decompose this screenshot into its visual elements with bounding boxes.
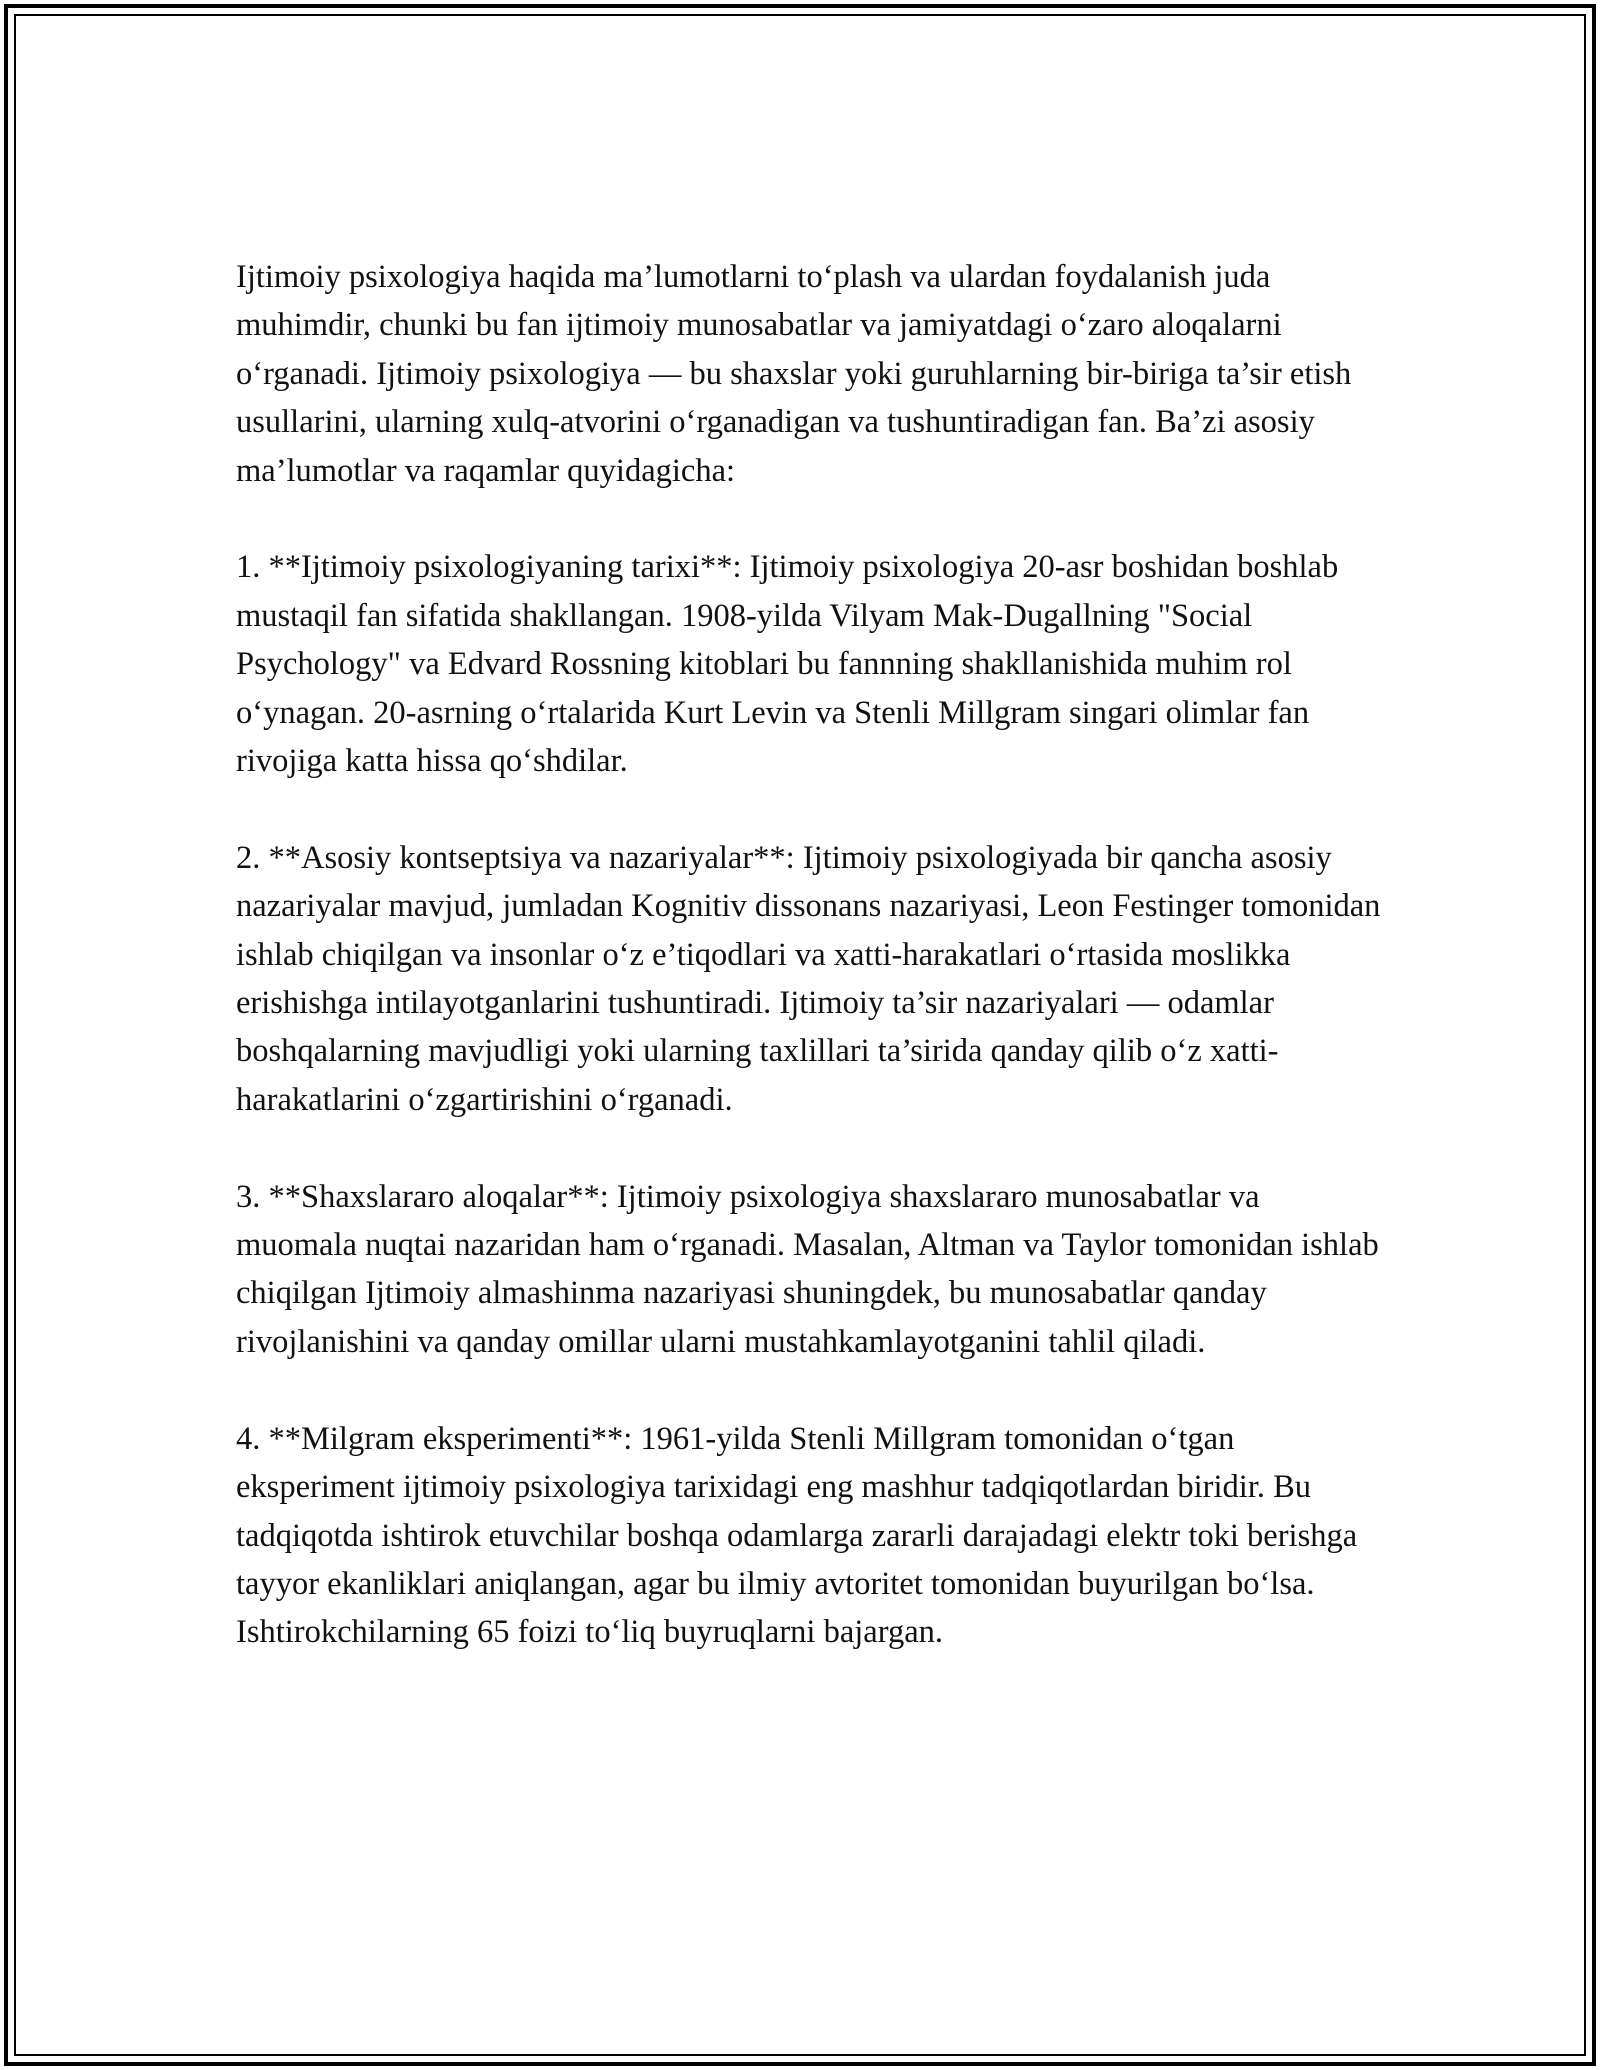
- intro-paragraph: Ijtimoiy psixologiya haqida ma’lumotlarni to‘plash va ulardan foydalanish juda muhimdir, chunki bu fan ijtimoiy munosabatlar va jamiyatdagi o‘zaro aloqalarni o‘rganadi. Ijtimoiy psixologiya — bu shaxslar yoki guruhlarning bir-biriga ta’sir etish usullarini, ularning xulq-atvorini o‘rganadigan va tushuntiradigan fan. Ba’zi asosiy ma’lumotlar va raqamlar quyidagicha:: [236, 259, 1352, 489]
- list-item-theories: 2. **Asosiy kontseptsiya va nazariyalar**: Ijtimoiy psixologiyada bir qancha asosiy nazariyalar mavjud, jumladan Kognitiv dissonans nazariyasi, Leon Festinger tomonidan ishlab chiqilgan va insonlar o‘z e’tiqodlari va xatti-harakatlari o‘rtasida moslikka erishishga intilayotganlarini tushuntiradi. Ijtimoiy ta’sir nazariyalari — odamlar boshqalarning mavjudligi yoki ularning taxlillari ta’sirida qanday qilib o‘z xatti-harakatlarini o‘zgartirishini o‘rganadi.: [236, 839, 1381, 1118]
- list-item-milgram: 4. **Milgram eksperimenti**: 1961-yilda Stenli Millgram tomonidan o‘tgan eksperiment ijtimoiy psixologiya tarixidagi eng mashhur tadqiqotlardan biridir. Bu tadqiqotda ishtirok etuvchilar boshqa odamlarga zararli darajadagi elektr toki berishga tayyor ekanliklari aniqlangan, agar bu ilmiy avtoritet tomonidan buyurilgan bo‘lsa. Ishtirokchilarning 65 foizi to‘liq buyruqlarni bajargan.: [236, 1420, 1358, 1651]
- document-body: [236, 253, 1386, 1657]
- list-item-interpersonal: 3. **Shaxslararo aloqalar**: Ijtimoiy psixologiya shaxslararo munosabatlar va muomala nuqtai nazaridan ham o‘rganadi. Masalan, Altman va Taylor tomonidan ishlab chiqilgan Ijtimoiy almashinma nazariyasi shuningdek, bu munosabatlar qanday rivojlanishini va qanday omillar ularni mustahkamlayotganini tahlil qiladi.: [236, 1178, 1379, 1360]
- list-item-history: 1. **Ijtimoiy psixologiyaning tarixi**: Ijtimoiy psixologiya 20-asr boshidan boshlab mustaqil fan sifatida shakllangan. 1908-yilda Vilyam Mak-Dugallning "Social Psychology" va Edvard Rossning kitoblari bu fannning shakllanishida muhim rol o‘ynagan. 20-asrning o‘rtalarida Kurt Levin va Stenli Millgram singari olimlar fan rivojiga katta hissa qo‘shdilar.: [236, 549, 1339, 780]
